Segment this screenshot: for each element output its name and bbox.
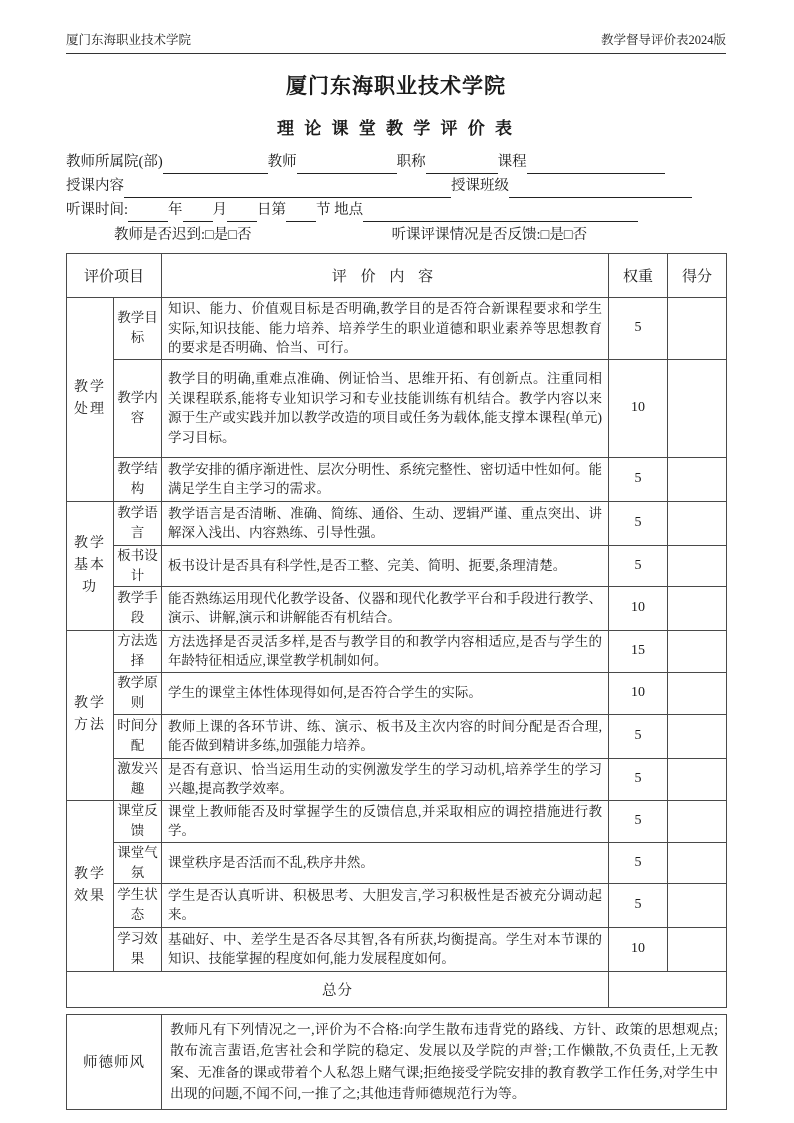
ethics-row <box>67 1014 727 1109</box>
weight-cell: 10 <box>609 927 668 971</box>
group-cell-teaching-method: 教学方法 <box>67 630 114 800</box>
class-blank <box>509 182 692 198</box>
score-cell <box>668 359 727 457</box>
table-row <box>67 457 727 501</box>
feedback-yes-checkbox: □是 <box>540 227 564 243</box>
table-row <box>67 630 727 672</box>
table-row <box>67 359 727 457</box>
content-cell: 教学语言是否清晰、准确、简练、通俗、生动、逻辑严谨、重点突出、讲解深入浅出、内容熟练、引导性强。 <box>162 501 609 545</box>
header-rule <box>66 53 726 54</box>
sub-item-cell: 教学结构 <box>114 457 162 501</box>
course-blank <box>527 158 665 174</box>
course-label: 课程 <box>497 154 527 170</box>
content-cell: 是否有意识、恰当运用生动的实例激发学生的学习动机,培养学生的学习兴趣,提高教学效率。 <box>162 758 609 800</box>
sub-item-cell: 教学手段 <box>114 586 162 630</box>
time-label: 听课时间: <box>66 202 129 218</box>
late-no-checkbox: □否 <box>228 227 252 243</box>
feedback-no-checkbox: □否 <box>563 227 588 243</box>
sub-item-cell: 时间分配 <box>114 714 162 758</box>
place-blank <box>363 206 638 222</box>
ethics-table <box>66 1014 727 1110</box>
year-blank <box>128 206 168 222</box>
content-cell: 基础好、中、差学生是否各尽其智,各有所获,均衡提高。学生对本节课的知识、技能掌握的程度如何,能力发展程度如何。 <box>162 927 609 971</box>
table-row <box>67 672 727 714</box>
table-row <box>67 842 727 883</box>
sub-item-cell: 教学目标 <box>114 298 162 360</box>
score-cell <box>668 800 727 842</box>
day-blank <box>227 206 257 222</box>
total-score-cell <box>609 971 727 1007</box>
period-place-label: 节 地点 <box>316 202 364 218</box>
sub-item-cell: 教学原则 <box>114 672 162 714</box>
weight-cell: 10 <box>609 672 668 714</box>
content-cell: 学生的课堂主体性体现得如何,是否符合学生的实际。 <box>162 672 609 714</box>
table-row <box>67 883 727 927</box>
teacher-blank <box>297 158 397 174</box>
month-blank <box>183 206 213 222</box>
content-cell: 知识、能力、价值观目标是否明确,教学目的是否符合新课程要求和学生实际,知识技能、能力培养、培养学生的职业道德和职业素养等思想教育的要求是否明确、恰当、可行。 <box>162 298 609 360</box>
score-cell <box>668 672 727 714</box>
score-cell <box>668 501 727 545</box>
content-cell: 板书设计是否具有科学性,是否工整、完美、简明、扼要,条理清楚。 <box>162 545 609 586</box>
feedback-question <box>392 223 588 247</box>
lecture-content-label: 授课内容 <box>66 178 124 194</box>
ethics-content-cell: 教师凡有下列情况之一,评价为不合格:向学生散布违背党的路线、方针、政策的思想观点;散布流言蜚语,危害社会和学院的稳定、发展以及学院的声誉;工作懒散,不负责任,上无教案、无准备的课或带着个人私怨上赌气课;拒绝接受学院安排的教育教学工作任务,对学生中出现的问题,不闻不问,一推了之;其他违背师德规范行为等。 <box>162 1014 727 1109</box>
group-cell-teaching-handling: 教学处理 <box>67 298 114 502</box>
col-header-weight: 权重 <box>609 254 668 298</box>
table-row <box>67 714 727 758</box>
score-cell <box>668 758 727 800</box>
score-cell <box>668 630 727 672</box>
table-row <box>67 758 727 800</box>
score-cell <box>668 545 727 586</box>
class-label: 授课班级 <box>451 178 509 194</box>
score-cell <box>668 457 727 501</box>
score-cell <box>668 298 727 360</box>
weight-cell: 10 <box>609 586 668 630</box>
late-question <box>114 223 252 247</box>
score-cell <box>668 883 727 927</box>
form-title: 理 论 课 堂 教 学 评 价 表 <box>277 119 515 138</box>
year-label: 年 <box>168 202 183 218</box>
feedback-label: 听课评课情况是否反馈: <box>391 227 541 243</box>
weight-cell: 5 <box>609 501 668 545</box>
content-cell: 教学安排的循序渐进性、层次分明性、系统完整性、密切适中性如何。能满足学生自主学习的需求。 <box>162 457 609 501</box>
col-header-content: 评 价 内 容 <box>162 254 609 298</box>
sub-item-cell: 学习效果 <box>114 927 162 971</box>
evaluation-table <box>66 253 727 1008</box>
form-line-2 <box>66 174 726 198</box>
table-header-row <box>67 254 727 298</box>
sub-item-cell: 教学内容 <box>114 359 162 457</box>
content-cell: 方法选择是否灵活多样,是否与教学目的和教学内容相适应,是否与学生的年龄特征相适应,课堂教学机制如何。 <box>162 630 609 672</box>
weight-cell: 5 <box>609 714 668 758</box>
weight-cell: 5 <box>609 842 668 883</box>
table-row <box>67 927 727 971</box>
late-yes-checkbox: □是 <box>205 227 229 243</box>
total-row <box>67 971 727 1007</box>
form-line-3 <box>66 198 726 222</box>
score-cell <box>668 714 727 758</box>
weight-cell: 5 <box>609 457 668 501</box>
month-label: 月 <box>212 202 228 218</box>
sub-item-cell: 激发兴趣 <box>114 758 162 800</box>
content-cell: 学生是否认真听讲、积极思考、大胆发言,学习积极性是否被充分调动起来。 <box>162 883 609 927</box>
header-school-name: 厦门东海职业技术学院 <box>66 33 192 47</box>
form-line-1 <box>66 150 726 174</box>
weight-cell: 10 <box>609 359 668 457</box>
rank-blank <box>426 158 498 174</box>
weight-cell: 5 <box>609 298 668 360</box>
sub-item-cell: 方法选择 <box>114 630 162 672</box>
content-cell: 课堂秩序是否活而不乱,秩序井然。 <box>162 842 609 883</box>
group-cell-teaching-effect: 教学效果 <box>67 800 114 971</box>
page-title: 厦门东海职业技术学院 <box>286 74 506 98</box>
score-cell <box>668 586 727 630</box>
period-blank <box>286 206 316 222</box>
content-cell: 教学目的明确,重难点准确、例证恰当、思维开拓、有创新点。注重同相关课程联系,能将专业知识学习和专业技能训练有机结合。教学内容以来源于生产或实践并加以教学改造的项目或任务为载体,能支撑本课程(单元)学习目标。 <box>162 359 609 457</box>
day-label: 日第 <box>257 202 287 218</box>
lecture-content-blank <box>124 182 451 198</box>
sub-item-cell: 课堂反馈 <box>114 800 162 842</box>
sub-item-cell: 课堂气氛 <box>114 842 162 883</box>
col-header-item: 评价项目 <box>67 254 162 298</box>
sub-item-cell: 教学语言 <box>114 501 162 545</box>
dept-blank <box>163 158 268 174</box>
table-row <box>67 586 727 630</box>
weight-cell: 5 <box>609 758 668 800</box>
col-header-score: 得分 <box>668 254 727 298</box>
content-cell: 课堂上教师能否及时掌握学生的反馈信息,并采取相应的调控措施进行教学。 <box>162 800 609 842</box>
weight-cell: 5 <box>609 545 668 586</box>
sub-item-cell: 板书设计 <box>114 545 162 586</box>
dept-label: 教师所属院(部) <box>66 154 163 170</box>
weight-cell: 15 <box>609 630 668 672</box>
teacher-label: 教师 <box>267 154 297 170</box>
sub-item-cell: 学生状态 <box>114 883 162 927</box>
table-row <box>67 501 727 545</box>
score-cell <box>668 927 727 971</box>
weight-cell: 5 <box>609 800 668 842</box>
header-form-version: 教学督导评价表2024版 <box>600 33 726 47</box>
form-line-4 <box>66 223 726 247</box>
total-label-cell: 总分 <box>67 971 609 1007</box>
table-row <box>67 298 727 360</box>
ethics-label-cell: 师德师风 <box>67 1014 162 1109</box>
late-label: 教师是否迟到: <box>114 227 206 243</box>
content-cell: 能否熟练运用现代化教学设备、仪器和现代化教学平台和手段进行教学、演示、讲解,演示和讲解能否有机结合。 <box>162 586 609 630</box>
form-fields <box>66 150 726 247</box>
rank-label: 职称 <box>396 154 426 170</box>
score-cell <box>668 842 727 883</box>
page-running-header <box>66 30 726 48</box>
group-cell-basic-skills: 教学基本功 <box>67 501 114 630</box>
weight-cell: 5 <box>609 883 668 927</box>
table-row <box>67 800 727 842</box>
table-row <box>67 545 727 586</box>
content-cell: 教师上课的各环节讲、练、演示、板书及主次内容的时间分配是否合理,能否做到精讲多练,加强能力培养。 <box>162 714 609 758</box>
